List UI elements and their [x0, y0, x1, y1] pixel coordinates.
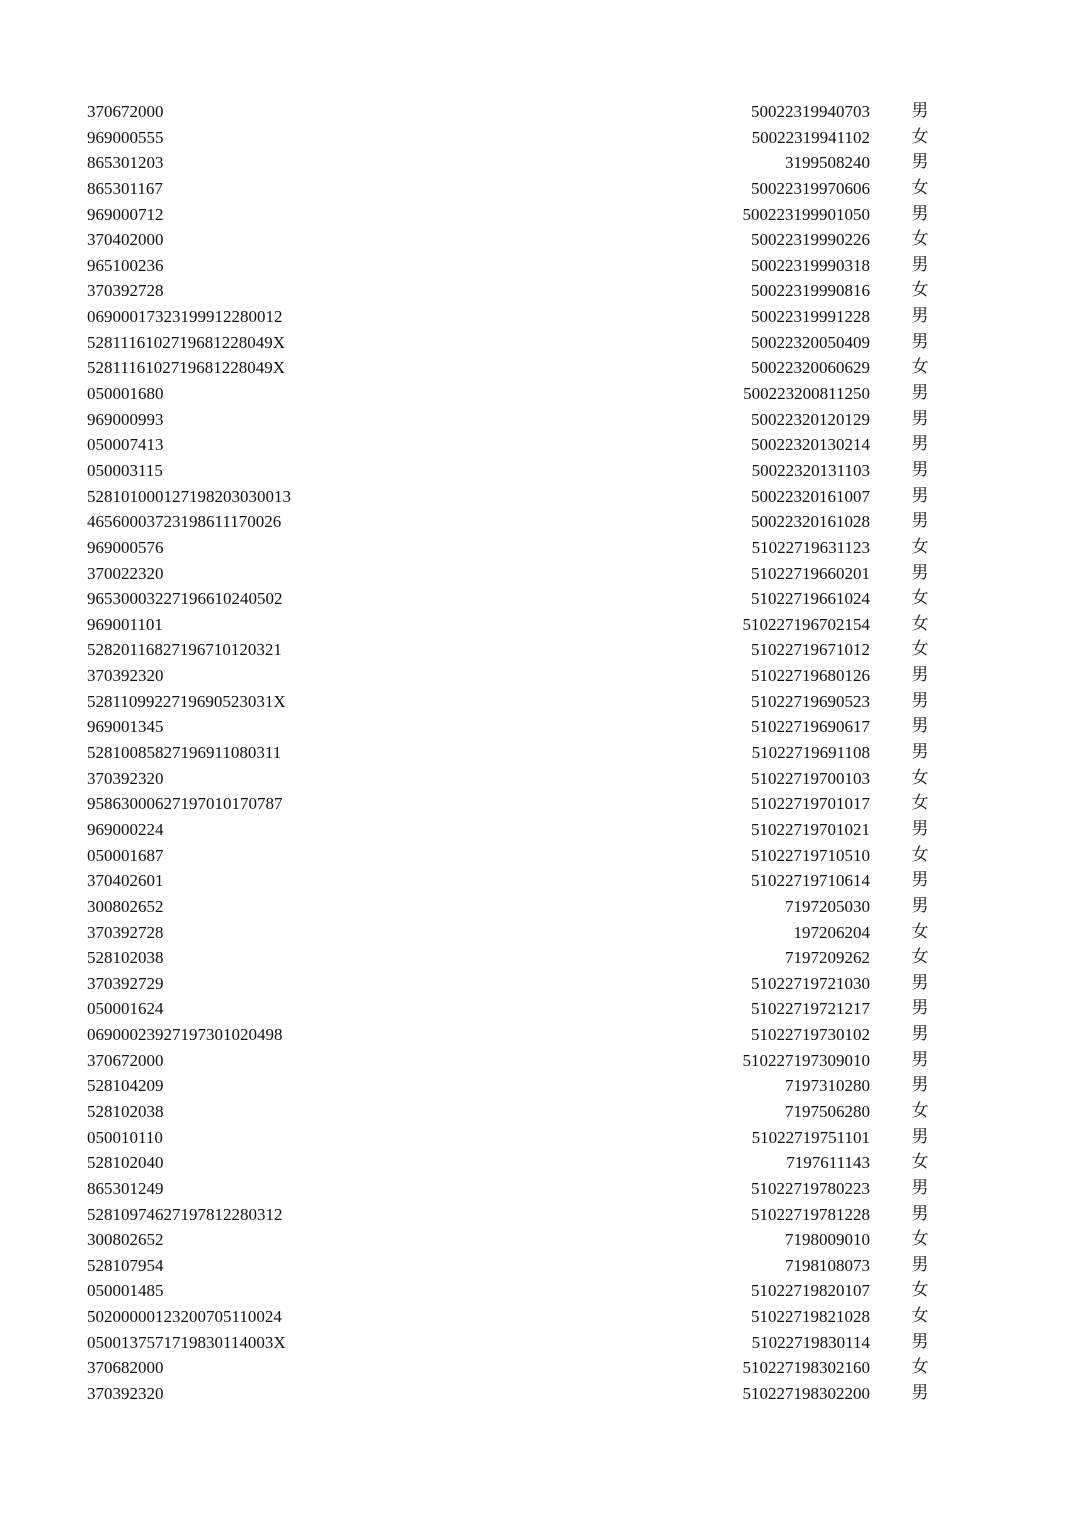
- cell-id-left[interactable]: 5281109922719690523031X: [87, 691, 286, 711]
- cell-id-right[interactable]: 51022719671012: [751, 640, 870, 660]
- cell-id-right[interactable]: 7197506280: [785, 1101, 870, 1121]
- cell-gender[interactable]: 女: [911, 767, 929, 788]
- cell-id-right[interactable]: 50022319990318: [751, 255, 870, 275]
- table-row: [0, 1253, 1075, 1279]
- table-row: [0, 868, 1075, 894]
- cell-id-left[interactable]: 370392320: [87, 666, 164, 686]
- table-row: [0, 304, 1075, 330]
- cell-id-left[interactable]: 969001345: [87, 717, 164, 737]
- cell-id-left[interactable]: 50200000123200705110024: [87, 1307, 282, 1327]
- cell-id-right[interactable]: 50022319991228: [751, 307, 870, 327]
- cell-gender[interactable]: 女: [911, 536, 929, 557]
- cell-id-left[interactable]: 528104209: [87, 1076, 164, 1096]
- cell-gender[interactable]: 男: [911, 203, 929, 224]
- cell-gender[interactable]: 女: [911, 613, 929, 634]
- table-row: [0, 740, 1075, 766]
- cell-id-left[interactable]: 865301203: [87, 153, 164, 173]
- cell-id-left[interactable]: 969000224: [87, 819, 164, 839]
- cell-gender[interactable]: 女: [911, 1229, 929, 1250]
- cell-gender[interactable]: 女: [911, 947, 929, 968]
- cell-id-right[interactable]: 510227198302200: [742, 1384, 870, 1404]
- cell-id-right[interactable]: 51022719721030: [751, 973, 870, 993]
- cell-id-right[interactable]: 51022719690617: [751, 717, 870, 737]
- cell-id-right[interactable]: 51022719710510: [751, 845, 870, 865]
- cell-id-left[interactable]: 52820116827196710120321: [87, 640, 282, 660]
- cell-id-left[interactable]: 528102040: [87, 1153, 164, 1173]
- cell-id-right[interactable]: 50022319990226: [751, 230, 870, 250]
- cell-id-left[interactable]: 370392320: [87, 768, 164, 788]
- cell-id-right[interactable]: 51022719830114: [751, 1332, 870, 1352]
- cell-id-right[interactable]: 7198108073: [785, 1255, 870, 1275]
- cell-id-right[interactable]: 51022719710614: [751, 871, 870, 891]
- cell-gender[interactable]: 女: [911, 1280, 929, 1301]
- cell-id-right[interactable]: 51022719781228: [751, 1204, 870, 1224]
- cell-id-right[interactable]: 51022719700103: [751, 768, 870, 788]
- cell-id-left[interactable]: 050001687: [87, 845, 164, 865]
- table-row: [0, 561, 1075, 587]
- table-row: [0, 253, 1075, 279]
- cell-id-left[interactable]: 370392728: [87, 922, 164, 942]
- cell-id-left[interactable]: 050001485: [87, 1281, 164, 1301]
- table-row: [0, 1202, 1075, 1228]
- cell-id-right[interactable]: 50022320131103: [751, 460, 870, 480]
- cell-gender[interactable]: 男: [911, 459, 929, 480]
- table-row: [0, 99, 1075, 125]
- cell-id-left[interactable]: 370682000: [87, 1358, 164, 1378]
- cell-gender[interactable]: 男: [911, 870, 929, 891]
- cell-id-right[interactable]: 510227198302160: [742, 1358, 870, 1378]
- cell-id-right[interactable]: 7197310280: [785, 1076, 870, 1096]
- cell-gender[interactable]: 男: [911, 1024, 929, 1045]
- cell-gender[interactable]: 女: [911, 844, 929, 865]
- cell-gender[interactable]: 男: [911, 742, 929, 763]
- cell-gender[interactable]: 男: [911, 1049, 929, 1070]
- cell-id-left[interactable]: 865301249: [87, 1178, 164, 1198]
- cell-id-right[interactable]: 51022719730102: [751, 1025, 870, 1045]
- cell-id-right[interactable]: 197206204: [793, 922, 870, 942]
- table-row: [0, 330, 1075, 356]
- cell-id-right[interactable]: 500223199901050: [742, 204, 870, 224]
- cell-id-left[interactable]: 528102038: [87, 948, 164, 968]
- cell-gender[interactable]: 女: [911, 126, 929, 147]
- cell-id-right[interactable]: 51022719701021: [751, 819, 870, 839]
- cell-gender[interactable]: 男: [911, 1126, 929, 1147]
- cell-id-left[interactable]: 050001680: [87, 384, 164, 404]
- table-row: [0, 535, 1075, 561]
- table-row: [0, 996, 1075, 1022]
- table-row: [0, 1125, 1075, 1151]
- cell-id-right[interactable]: 51022719751101: [751, 1127, 870, 1147]
- cell-gender[interactable]: 女: [911, 229, 929, 250]
- cell-id-right[interactable]: 51022719701017: [751, 794, 870, 814]
- table-row: [0, 407, 1075, 433]
- cell-gender[interactable]: 女: [911, 793, 929, 814]
- table-row: [0, 1099, 1075, 1125]
- cell-gender[interactable]: 女: [911, 1100, 929, 1121]
- table-row: [0, 586, 1075, 612]
- cell-gender[interactable]: 女: [911, 588, 929, 609]
- cell-id-left[interactable]: 370392320: [87, 1384, 164, 1404]
- cell-id-right[interactable]: 50022320161007: [751, 486, 870, 506]
- cell-gender[interactable]: 男: [911, 1331, 929, 1352]
- cell-id-left[interactable]: 969001101: [87, 614, 163, 634]
- cell-id-left[interactable]: 050003115: [87, 460, 163, 480]
- cell-id-left[interactable]: 96530003227196610240502: [87, 589, 283, 609]
- cell-gender[interactable]: 男: [911, 1383, 929, 1404]
- cell-gender[interactable]: 男: [911, 1254, 929, 1275]
- cell-id-right[interactable]: 50022320120129: [751, 409, 870, 429]
- cell-id-left[interactable]: 050007413: [87, 435, 164, 455]
- cell-id-right[interactable]: 51022719820107: [751, 1281, 870, 1301]
- cell-gender[interactable]: 男: [911, 690, 929, 711]
- cell-id-left[interactable]: 370672000: [87, 102, 164, 121]
- cell-id-left[interactable]: 5281116102719681228049X: [87, 332, 286, 352]
- cell-id-right[interactable]: 50022319941102: [751, 127, 870, 147]
- table-row: [0, 971, 1075, 997]
- cell-id-left[interactable]: 52810974627197812280312: [87, 1204, 283, 1224]
- table-row: [0, 663, 1075, 689]
- table-row: [0, 1048, 1075, 1074]
- cell-gender[interactable]: 男: [911, 1177, 929, 1198]
- cell-id-right[interactable]: 51022719721217: [751, 999, 870, 1019]
- table-row: [0, 1330, 1075, 1356]
- table-row: [0, 1227, 1075, 1253]
- cell-id-left[interactable]: 050010110: [87, 1127, 163, 1147]
- table-row: [0, 150, 1075, 176]
- cell-gender[interactable]: 女: [911, 280, 929, 301]
- cell-id-left[interactable]: 969000576: [87, 537, 164, 557]
- cell-id-right[interactable]: 510227197309010: [742, 1050, 870, 1070]
- table-row: [0, 1381, 1075, 1407]
- cell-gender[interactable]: 男: [911, 434, 929, 455]
- cell-id-left[interactable]: 370672000: [87, 1050, 164, 1070]
- table-row: [0, 843, 1075, 869]
- cell-id-right[interactable]: 7197209262: [785, 948, 870, 968]
- cell-id-left[interactable]: 370402601: [87, 871, 164, 891]
- table-row: [0, 766, 1075, 792]
- cell-gender[interactable]: 男: [911, 716, 929, 737]
- cell-id-right[interactable]: 50022319970606: [751, 178, 870, 198]
- cell-id-left[interactable]: 06900017323199912280012: [87, 307, 283, 327]
- table-row: [0, 278, 1075, 304]
- table-row: [0, 945, 1075, 971]
- table-row: [0, 458, 1075, 484]
- table-row: [0, 432, 1075, 458]
- cell-gender[interactable]: 男: [911, 511, 929, 532]
- cell-gender[interactable]: 女: [911, 1357, 929, 1378]
- cell-id-left[interactable]: 528107954: [87, 1255, 164, 1275]
- cell-id-right[interactable]: 3199508240: [785, 153, 870, 173]
- cell-id-left[interactable]: 300802652: [87, 1230, 164, 1250]
- table-row: [0, 227, 1075, 253]
- table-row: [0, 484, 1075, 510]
- table-row: [0, 176, 1075, 202]
- cell-id-right[interactable]: 51022719690523: [751, 691, 870, 711]
- cell-id-right[interactable]: 51022719631123: [751, 537, 870, 557]
- cell-gender[interactable]: 女: [911, 1152, 929, 1173]
- table-row: [0, 1176, 1075, 1202]
- cell-id-left[interactable]: 5281116102719681228049X: [87, 358, 286, 378]
- cell-gender[interactable]: 男: [911, 665, 929, 686]
- cell-id-left[interactable]: 969000993: [87, 409, 164, 429]
- table-row: [0, 637, 1075, 663]
- cell-gender[interactable]: 女: [911, 921, 929, 942]
- table-row: [0, 1355, 1075, 1381]
- cell-id-left[interactable]: 95863000627197010170787: [87, 794, 283, 814]
- cell-id-right[interactable]: 51022719680126: [751, 666, 870, 686]
- cell-id-left[interactable]: 52810085827196911080311: [87, 743, 282, 763]
- cell-gender[interactable]: 女: [911, 639, 929, 660]
- cell-id-left[interactable]: 370402000: [87, 230, 164, 250]
- cell-id-right[interactable]: 51022719660201: [751, 563, 870, 583]
- table-row: [0, 1278, 1075, 1304]
- cell-id-right[interactable]: 7198009010: [785, 1230, 870, 1250]
- table-row: [0, 714, 1075, 740]
- cell-id-left[interactable]: 370022320: [87, 563, 164, 583]
- cell-gender[interactable]: 男: [911, 562, 929, 583]
- cell-id-right[interactable]: 50022320050409: [751, 332, 870, 352]
- cell-gender[interactable]: 男: [911, 152, 929, 173]
- cell-id-right[interactable]: 50022320130214: [751, 435, 870, 455]
- table-row: [0, 1022, 1075, 1048]
- cell-id-left[interactable]: 370392728: [87, 281, 164, 301]
- table-row: [0, 1073, 1075, 1099]
- cell-id-left[interactable]: 370392729: [87, 973, 164, 993]
- cell-id-right[interactable]: 50022320161028: [751, 512, 870, 532]
- cell-gender[interactable]: 男: [911, 331, 929, 352]
- cell-id-right[interactable]: 51022719821028: [751, 1307, 870, 1327]
- cell-id-left[interactable]: 06900023927197301020498: [87, 1025, 283, 1045]
- cell-gender[interactable]: 男: [911, 254, 929, 275]
- table-row: [0, 1150, 1075, 1176]
- data-rows: [0, 99, 1075, 1407]
- cell-id-right[interactable]: 51022719691108: [751, 743, 870, 763]
- cell-id-right[interactable]: 510227196702154: [742, 614, 870, 634]
- table-row: [0, 355, 1075, 381]
- cell-gender[interactable]: 男: [911, 895, 929, 916]
- cell-id-right[interactable]: 51022719661024: [751, 589, 870, 609]
- cell-id-left[interactable]: 0500137571719830114003X: [87, 1332, 286, 1352]
- cell-gender[interactable]: 男: [911, 101, 929, 121]
- cell-id-left[interactable]: 965100236: [87, 255, 164, 275]
- cell-id-right[interactable]: 51022719780223: [751, 1178, 870, 1198]
- cell-id-right[interactable]: 500223200811250: [743, 384, 870, 404]
- cell-id-left[interactable]: 969000712: [87, 204, 164, 224]
- cell-gender[interactable]: 女: [911, 1306, 929, 1327]
- table-row: [0, 381, 1075, 407]
- cell-id-left[interactable]: 528102038: [87, 1101, 164, 1121]
- cell-gender[interactable]: 男: [911, 306, 929, 327]
- cell-gender[interactable]: 男: [911, 408, 929, 429]
- table-row: [0, 689, 1075, 715]
- cell-id-right[interactable]: 50022319940703: [751, 102, 870, 121]
- cell-gender[interactable]: 男: [911, 1203, 929, 1224]
- cell-gender[interactable]: 男: [911, 998, 929, 1019]
- table-row: [0, 791, 1075, 817]
- cell-gender[interactable]: 女: [911, 177, 929, 198]
- cell-id-left[interactable]: 865301167: [87, 178, 163, 198]
- cell-id-left[interactable]: 969000555: [87, 127, 164, 147]
- table-row: [0, 817, 1075, 843]
- cell-id-left[interactable]: 050001624: [87, 999, 164, 1019]
- cell-id-left[interactable]: 46560003723198611170026: [87, 512, 282, 532]
- table-row: [0, 894, 1075, 920]
- table-row: [0, 125, 1075, 151]
- table-row: [0, 612, 1075, 638]
- cell-gender[interactable]: 男: [911, 485, 929, 506]
- cell-gender[interactable]: 男: [911, 1075, 929, 1096]
- table-row: [0, 509, 1075, 535]
- cell-id-right[interactable]: 50022319990816: [751, 281, 870, 301]
- table-row: [0, 920, 1075, 946]
- cell-id-left[interactable]: 528101000127198203030013: [87, 486, 291, 506]
- cell-gender[interactable]: 男: [911, 972, 929, 993]
- cell-id-right[interactable]: 50022320060629: [751, 358, 870, 378]
- table-row: [0, 202, 1075, 228]
- cell-id-right[interactable]: 7197205030: [785, 896, 870, 916]
- table-row: [0, 1304, 1075, 1330]
- cell-gender[interactable]: 女: [911, 357, 929, 378]
- cell-id-left[interactable]: 300802652: [87, 896, 164, 916]
- cell-gender[interactable]: 男: [911, 383, 929, 404]
- cell-gender[interactable]: 男: [911, 818, 929, 839]
- cell-id-right[interactable]: 7197611143: [786, 1153, 870, 1173]
